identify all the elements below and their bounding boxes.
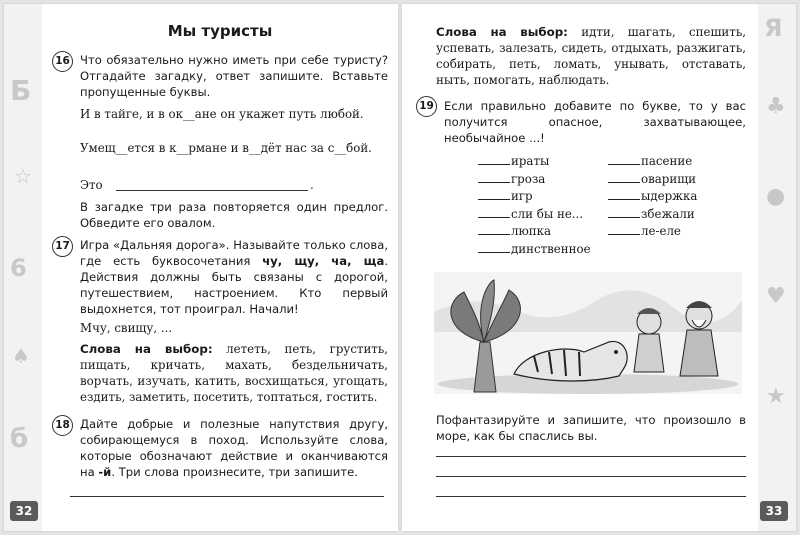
- left-decorative-margin: [4, 4, 42, 531]
- task-19-instruction: Если правильно добавите по букве, то у вас получится опасное, захватывающее, необычайное ...!: [444, 99, 746, 145]
- fill-in-word: [608, 223, 681, 238]
- answer-line[interactable]: [116, 190, 308, 191]
- fill-in-word: [608, 153, 692, 168]
- task-17-example: Мчу, свищу, ...: [80, 321, 173, 335]
- answer-label: Это: [80, 178, 103, 192]
- word-fragment: збежали: [641, 206, 695, 221]
- fill-in-word: [478, 206, 583, 221]
- task-17-text-b: . Действия должны быть связаны с дорогой, путешествием, настроением. Кто первый выдохнется, тот проиграл. Начали!: [80, 254, 388, 316]
- right-decorative-margin: [758, 4, 796, 531]
- letter-blank[interactable]: [478, 153, 510, 165]
- fill-in-word: [478, 241, 591, 256]
- apple-doodle-icon: ●: [766, 184, 786, 209]
- letter-blank[interactable]: [478, 206, 510, 218]
- letter-blank[interactable]: [608, 206, 640, 218]
- page-title: Мы туристы: [167, 22, 273, 40]
- task-16-instruction: Что обязательно нужно иметь при себе туристу? Отгадайте загадку, ответ запишите. Вставьте пропущенные буквы.: [80, 53, 388, 99]
- star-doodle-icon: ☆: [14, 164, 32, 188]
- digit-doodle-icon: б: [10, 424, 29, 454]
- task-17-combos: чу, щу, ча, ща: [262, 254, 385, 268]
- letter-blank[interactable]: [608, 188, 640, 200]
- fill-in-word: [478, 223, 551, 238]
- right-content: [419, 4, 746, 531]
- task-17-text-a: Игра «Дальняя дорога». Называйте только слова, где есть буквосочетания: [80, 238, 388, 268]
- leaf-doodle-icon: ♣: [766, 94, 786, 119]
- right-choice-label: Слова на выбор:: [436, 25, 568, 39]
- letter-blank[interactable]: [478, 241, 510, 253]
- letter-blank[interactable]: [478, 223, 510, 235]
- letter-blank[interactable]: [478, 188, 510, 200]
- task-16-number: 16: [52, 51, 73, 72]
- heart-doodle-icon: ♥: [766, 284, 786, 309]
- letter-blank[interactable]: [608, 171, 640, 183]
- pirates-tiger-illustration: [434, 272, 742, 394]
- write-line-1[interactable]: [436, 456, 746, 457]
- word-fragment: пасение: [641, 154, 693, 168]
- letter-blank[interactable]: [608, 153, 640, 165]
- fill-in-word: [478, 188, 533, 203]
- page-number-right: 33: [760, 501, 788, 521]
- riddle-line-2: Умещ__ется в к__рмане и в__дёт нас за с__бой.: [80, 141, 372, 155]
- right-choice: [436, 24, 746, 88]
- left-page: [4, 4, 398, 531]
- fill-in-word: [608, 206, 695, 221]
- write-line-2[interactable]: [436, 476, 746, 477]
- choice-label: Слова на выбор:: [80, 342, 213, 356]
- task-17-instruction: [80, 237, 388, 317]
- task-18-text-a: Дайте добрые и полезные напутствия другу, собирающемуся в поход. Используйте слова, которые обозначают действие и оканчиваются на: [80, 417, 388, 479]
- task-17-choice: [80, 341, 388, 405]
- word-fragment: сли бы не...: [511, 206, 584, 221]
- word-fragment: игр: [511, 189, 533, 203]
- right-choice-words: идти, шагать, спешить, успевать, залезать, сидеть, отдыхать, разжигать, собирать, петь, ломать, унывать, отставать, ныть, помогать, наблюдать.: [436, 25, 746, 87]
- task-16-note: В загадке три раза повторяется один предлог. Обведите его овалом.: [80, 200, 388, 230]
- left-content: [52, 4, 388, 531]
- pear-doodle-icon: ♠: [12, 344, 30, 368]
- letter-blank[interactable]: [478, 171, 510, 183]
- page-number-left: 32: [10, 501, 38, 521]
- word-fragment: люпка: [511, 224, 552, 238]
- task-18-instruction: [80, 416, 388, 480]
- task-18-number: 18: [52, 415, 73, 436]
- task-18-write-line[interactable]: [70, 496, 384, 497]
- fantasy-prompt: Пофантазируйте и запишите, что произошло в море, как бы спаслись вы.: [436, 413, 746, 443]
- fill-in-word: [608, 171, 696, 186]
- pirate-icon: [634, 308, 664, 372]
- word-fragment: ираты: [511, 154, 550, 168]
- star-doodle-icon: ★: [766, 384, 786, 409]
- choice-words: лететь, петь, грустить, пищать, кричать, махать, бездельничать, ворчать, изучать, катить, восхищаться, угощать, ездить, заметить, посетить, топтаться, гостить.: [80, 342, 389, 404]
- letter-doodle-icon: Я: [764, 14, 783, 42]
- number-doodle-icon: 6: [10, 254, 27, 282]
- answer-end: .: [310, 178, 314, 192]
- fill-in-word: [608, 188, 697, 203]
- task-17-number: 17: [52, 236, 73, 257]
- word-fragment: динственное: [511, 241, 591, 256]
- word-fragment: гроза: [511, 171, 546, 186]
- letter-doodle-icon: Б: [10, 74, 32, 107]
- right-page: [402, 4, 796, 531]
- word-fragment: ле-еле: [641, 224, 681, 238]
- task-18-text-b: . Три слова произнесите, три запишите.: [111, 465, 358, 479]
- letter-blank[interactable]: [608, 223, 640, 235]
- task-19-number: 19: [416, 96, 437, 117]
- task-18-ending: -й: [98, 465, 112, 479]
- fill-in-word: [478, 153, 549, 168]
- riddle-line-1: И в тайге, и в ок__ане он укажет путь любой.: [80, 107, 364, 121]
- write-line-3[interactable]: [436, 496, 746, 497]
- fill-in-word: [478, 171, 545, 186]
- word-fragment: ыдержка: [641, 189, 698, 203]
- word-fragment: оварищи: [641, 171, 697, 186]
